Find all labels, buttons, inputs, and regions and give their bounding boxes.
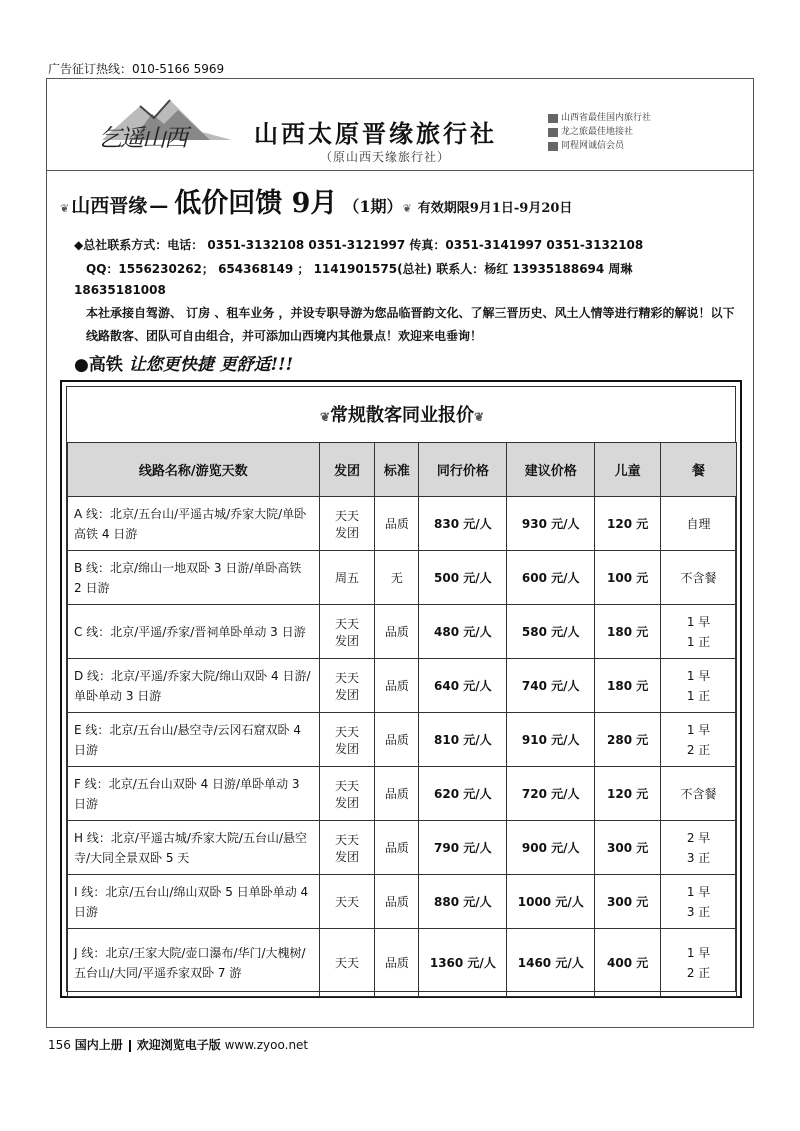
award-icon <box>548 114 558 123</box>
suggested-price-cell: 580 元/人 <box>507 605 595 659</box>
route-cell: A 线：北京/五台山/平遥古城/乔家大院/单卧高铁 4 日游 <box>68 497 320 551</box>
depart-cell: 天天 <box>319 875 375 929</box>
depart-cell: 天天 发团 <box>319 497 375 551</box>
award-icon <box>548 128 558 137</box>
gaotie-label: ●高铁 <box>74 355 123 375</box>
meal-cell: 1 早 3 正 <box>661 875 737 929</box>
award-item: 山西省最佳国内旅行社 <box>548 111 651 125</box>
promo-issue: （1期） <box>343 197 403 216</box>
col-depart: 发团 <box>319 443 375 497</box>
price-table-inner <box>66 386 736 992</box>
table-header-row <box>68 443 737 497</box>
peer-price-cell: 500 元/人 <box>419 551 507 605</box>
depart-cell: 天天 发团 <box>319 713 375 767</box>
peer-price-cell: 790 元/人 <box>419 821 507 875</box>
intro-text: 本社承接自驾游、 订房 、租车业务 ，并设专职导游为您品临晋韵文化、了解三晋历史、风土人情等进行精彩的解说！以下线路散客、团队可自由组合，并可添加山西境内其他景点！欢迎来电垂询！ <box>86 306 735 343</box>
table-row <box>68 875 737 929</box>
meal-cell: 不含餐 <box>661 767 737 821</box>
suggested-price-cell: 1460 元/人 <box>507 929 595 997</box>
meal-cell: 1 早 1 正 <box>661 605 737 659</box>
peer-price-cell: 880 元/人 <box>419 875 507 929</box>
table-row <box>68 821 737 875</box>
depart-cell: 天天 发团 <box>319 605 375 659</box>
route-cell: B 线：北京/绵山一地双卧 3 日游/单卧高铁 2 日游 <box>68 551 320 605</box>
header-divider <box>46 170 754 171</box>
promo-dash: — <box>149 195 169 217</box>
peer-price-cell: 830 元/人 <box>419 497 507 551</box>
standard-cell: 品质 <box>375 929 419 997</box>
child-price-cell: 180 元 <box>595 659 661 713</box>
child-price-cell: 100 元 <box>595 551 661 605</box>
ornament-icon: ❦ <box>319 410 330 424</box>
ad-hotline: 广告征订热线：010-5166 5969 <box>48 62 225 76</box>
table-row <box>68 605 737 659</box>
promo-brand: 山西晋缘 <box>71 195 148 217</box>
route-cell: D 线：北京/平遥/乔家大院/绵山双卧 4 日游/单卧单动 3 日游 <box>68 659 320 713</box>
route-cell: I 线：北京/五台山/绵山双卧 5 日单卧单动 4 日游 <box>68 875 320 929</box>
col-suggested-price: 建议价格 <box>507 443 595 497</box>
table-row <box>68 713 737 767</box>
meal-cell: 自理 <box>661 497 737 551</box>
peer-price-cell: 1360 元/人 <box>419 929 507 997</box>
child-price-cell: 180 元 <box>595 605 661 659</box>
standard-cell: 品质 <box>375 875 419 929</box>
suggested-price-cell: 930 元/人 <box>507 497 595 551</box>
route-cell: C 线：北京/平遥/乔家/晋祠单卧单动 3 日游 <box>68 605 320 659</box>
col-peer-price: 同行价格 <box>419 443 507 497</box>
agency-name: 山西太原晋缘旅行社 <box>254 119 497 148</box>
suggested-price-cell: 740 元/人 <box>507 659 595 713</box>
suggested-price-cell: 910 元/人 <box>507 713 595 767</box>
suggested-price-cell: 1000 元/人 <box>507 875 595 929</box>
col-child: 儿童 <box>595 443 661 497</box>
ornament-icon: ❦ <box>60 202 70 215</box>
ornament-icon: ❦ <box>402 202 412 215</box>
route-cell: J 线：北京/王家大院/壶口瀑布/华门/大槐树/五台山/大同/平遥乔家双卧 7 游 <box>68 929 320 997</box>
suggested-price-cell: 720 元/人 <box>507 767 595 821</box>
child-price-cell: 120 元 <box>595 767 661 821</box>
meal-cell: 1 早 1 正 <box>661 659 737 713</box>
col-route: 线路名称/游览天数 <box>68 443 320 497</box>
suggested-price-cell: 900 元/人 <box>507 821 595 875</box>
award-icon <box>548 142 558 151</box>
high-speed-rail-slogan <box>74 350 293 375</box>
price-table-box <box>60 380 742 998</box>
standard-cell: 无 <box>375 551 419 605</box>
depart-cell: 天天 发团 <box>319 821 375 875</box>
peer-price-cell: 810 元/人 <box>419 713 507 767</box>
promo-validity: 有效期限9月1日-9月20日 <box>417 201 573 216</box>
col-standard: 标准 <box>375 443 419 497</box>
route-cell: H 线：北京/平遥古城/乔家大院/五台山/悬空寺/大同全景双卧 5 天 <box>68 821 320 875</box>
footer-note: 欢迎浏览电子版 <box>136 1038 221 1052</box>
peer-price-cell: 480 元/人 <box>419 605 507 659</box>
page-footer <box>48 1036 308 1053</box>
meal-cell: 1 早 2 正 <box>661 713 737 767</box>
contact-phone-fax: ◆总社联系方式：电话： 0351-3132108 0351-3121997 传真：0351-3141997 0351-3132108 <box>74 238 644 252</box>
depart-cell: 天天 发团 <box>319 767 375 821</box>
table-row <box>68 767 737 821</box>
table-row <box>68 659 737 713</box>
standard-cell: 品质 <box>375 821 419 875</box>
footer-separator <box>129 1040 131 1052</box>
depart-cell: 天天 发团 <box>319 659 375 713</box>
footer-url[interactable]: www.zyoo.net <box>224 1038 309 1052</box>
child-price-cell: 300 元 <box>595 875 661 929</box>
suggested-price-cell: 600 元/人 <box>507 551 595 605</box>
standard-cell: 品质 <box>375 767 419 821</box>
standard-cell: 品质 <box>375 497 419 551</box>
award-item: 同程网诚信会员 <box>548 139 651 153</box>
child-price-cell: 120 元 <box>595 497 661 551</box>
meal-cell: 1 早 2 正 <box>661 929 737 997</box>
peer-price-cell: 620 元/人 <box>419 767 507 821</box>
col-meal: 餐 <box>661 443 737 497</box>
gaotie-slogan: 让您更快捷 更舒适!!! <box>128 355 294 375</box>
page-number: 156 <box>48 1038 71 1052</box>
ornament-icon: ❦ <box>474 410 485 424</box>
table-row <box>68 497 737 551</box>
awards-list <box>548 111 651 153</box>
contact-qq: QQ：1556230262； 654368149 ； 1141901575(总社) 联系人：杨红 13935188694 周琳 <box>86 262 633 276</box>
standard-cell: 品质 <box>375 659 419 713</box>
depart-cell: 天天 <box>319 929 375 997</box>
peer-price-cell: 640 元/人 <box>419 659 507 713</box>
footer-section: 国内上册 <box>74 1038 123 1052</box>
price-table <box>67 442 737 997</box>
route-cell: F 线：北京/五台山双卧 4 日游/单卧单动 3 日游 <box>68 767 320 821</box>
former-name: （原山西天缘旅行社） <box>320 150 451 164</box>
depart-cell: 周五 <box>319 551 375 605</box>
logo-text: 乞遥山西 <box>98 124 186 152</box>
table-row <box>68 551 737 605</box>
meal-cell: 不含餐 <box>661 551 737 605</box>
child-price-cell: 400 元 <box>595 929 661 997</box>
award-item: 龙之旅最佳地接社 <box>548 125 651 139</box>
meal-cell: 2 早 3 正 <box>661 821 737 875</box>
standard-cell: 品质 <box>375 713 419 767</box>
route-cell: E 线：北京/五台山/悬空寺/云冈石窟双卧 4 日游 <box>68 713 320 767</box>
promo-title: 低价回馈 9月 <box>174 188 338 219</box>
child-price-cell: 280 元 <box>595 713 661 767</box>
table-row <box>68 929 737 997</box>
promo-headline <box>60 181 572 221</box>
standard-cell: 品质 <box>375 605 419 659</box>
contact-mobile: 18635181008 <box>74 283 166 297</box>
child-price-cell: 300 元 <box>595 821 661 875</box>
table-title: ❦常规散客同业报价❦ <box>319 405 485 426</box>
